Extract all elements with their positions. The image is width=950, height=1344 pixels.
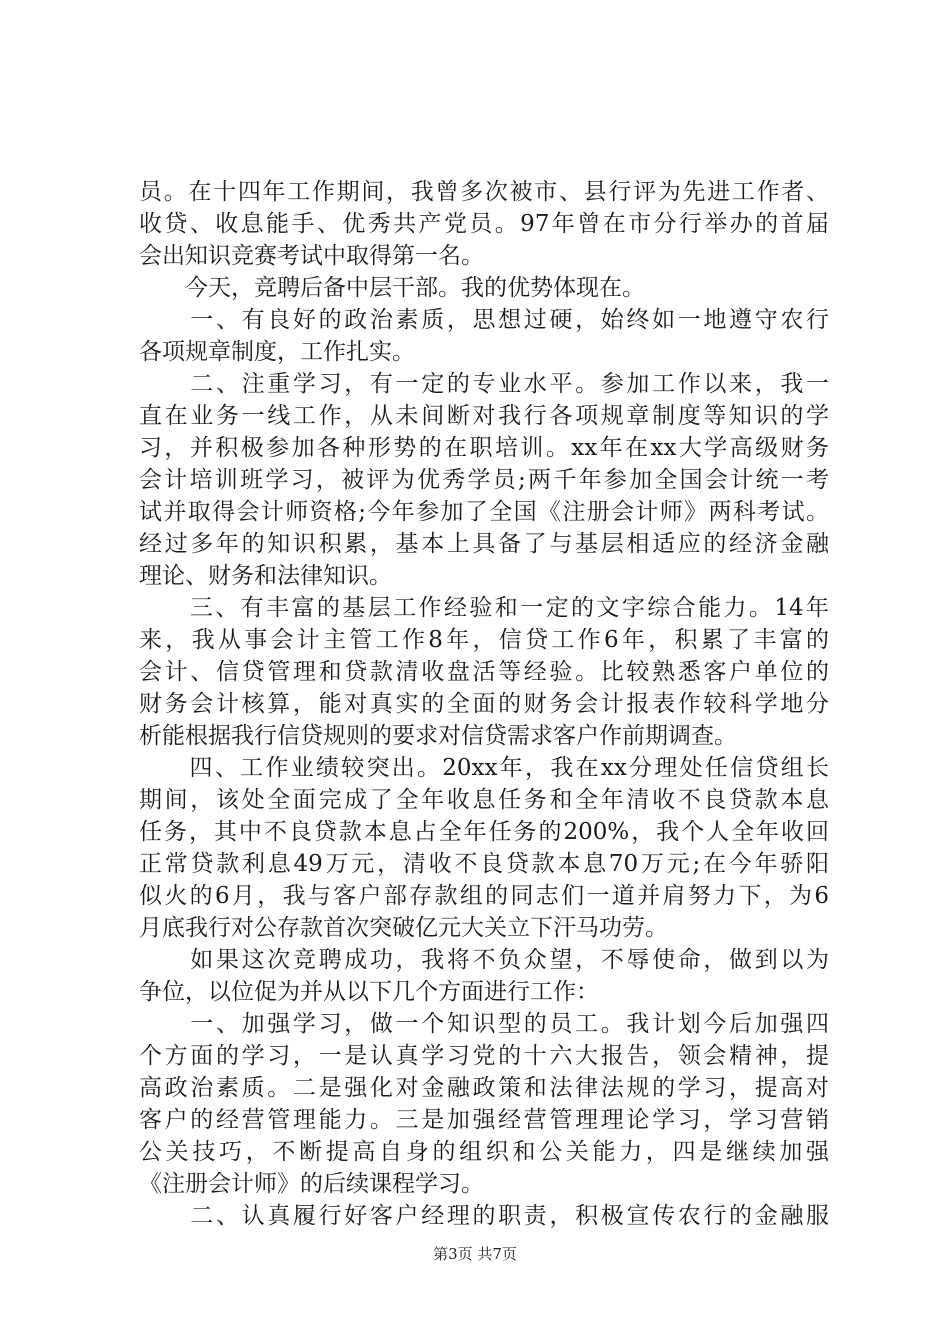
text-line: 收贷、收息能手、优秀共产党员。97年曾在市分行举办的首届 [139,211,829,237]
text-line: 析能根据我行信贷规则的要求对信贷需求客户作前期调查。 [139,723,737,749]
page-number-footer: 第3页 共7页 [433,1245,517,1263]
text-line: 争位，以位促为并从以下几个方面进行工作： [139,979,599,1005]
text-line: 财务会计核算，能对真实的全面的财务会计报表作较科学地分 [139,691,829,717]
text-line: 公关技巧，不断提高自身的组织和公关能力，四是继续加强 [139,1139,829,1165]
text-line: 一、有良好的政治素质，思想过硬，始终如一地遵守农行 [139,307,829,333]
text-line: 高政治素质。二是强化对金融政策和法律法规的学习，提高对 [139,1075,829,1101]
text-line: 《注册会计师》的后续课程学习。 [139,1171,484,1197]
text-line: 如果这次竞聘成功，我将不负众望，不辱使命，做到以为 [139,947,829,973]
text-line: 个方面的学习，一是认真学习党的十六大报告，领会精神，提 [139,1043,829,1069]
text-line: 正常贷款利息49万元，清收不良贷款本息70万元;在今年骄阳 [139,851,829,877]
text-line: 二、认真履行好客户经理的职责，积极宣传农行的金融服 [139,1203,829,1229]
text-line: 二、注重学习，有一定的专业水平。参加工作以来，我一 [139,371,829,397]
text-line: 各项规章制度，工作扎实。 [139,339,415,365]
text-line: 客户的经营管理能力。三是加强经营管理理论学习，学习营销 [139,1107,829,1133]
text-line: 直在业务一线工作，从未间断对我行各项规章制度等知识的学 [139,403,829,429]
text-line: 月底我行对公存款首次突破亿元大关立下汗马功劳。 [139,915,668,941]
text-line: 期间，该处全面完成了全年收息任务和全年清收不良贷款本息 [139,787,829,813]
text-line: 一、加强学习，做一个知识型的员工。我计划今后加强四 [139,1011,829,1037]
text-line: 任务，其中不良贷款本息占全年任务的200%，我个人全年收回 [139,819,829,845]
document-body [139,176,829,1232]
text-line: 习，并积极参加各种形势的在职培训。xx年在xx大学高级财务 [139,435,829,461]
text-line: 经过多年的知识积累，基本上具备了与基层相适应的经济金融 [139,531,829,557]
text-line: 今天，竞聘后备中层干部。我的优势体现在。 [139,275,645,301]
text-line: 理论、财务和法律知识。 [139,563,392,589]
text-line: 会出知识竞赛考试中取得第一名。 [139,243,484,269]
text-line: 四、工作业绩较突出。20xx年，我在xx分理处任信贷组长 [139,755,829,781]
text-line: 员。在十四年工作期间，我曾多次被市、县行评为先进工作者、 [139,179,829,205]
text-line: 似火的6月，我与客户部存款组的同志们一道并肩努力下，为6 [139,883,829,909]
text-line: 三、有丰富的基层工作经验和一定的文字综合能力。14年 [139,595,829,621]
text-line: 会计培训班学习，被评为优秀学员;两千年参加全国会计统一考 [139,467,829,493]
text-line: 来，我从事会计主管工作8年，信贷工作6年，积累了丰富的 [139,627,829,653]
text-line: 试并取得会计师资格;今年参加了全国《注册会计师》两科考试。 [139,499,829,525]
text-line: 会计、信贷管理和贷款清收盘活等经验。比较熟悉客户单位的 [139,659,829,685]
